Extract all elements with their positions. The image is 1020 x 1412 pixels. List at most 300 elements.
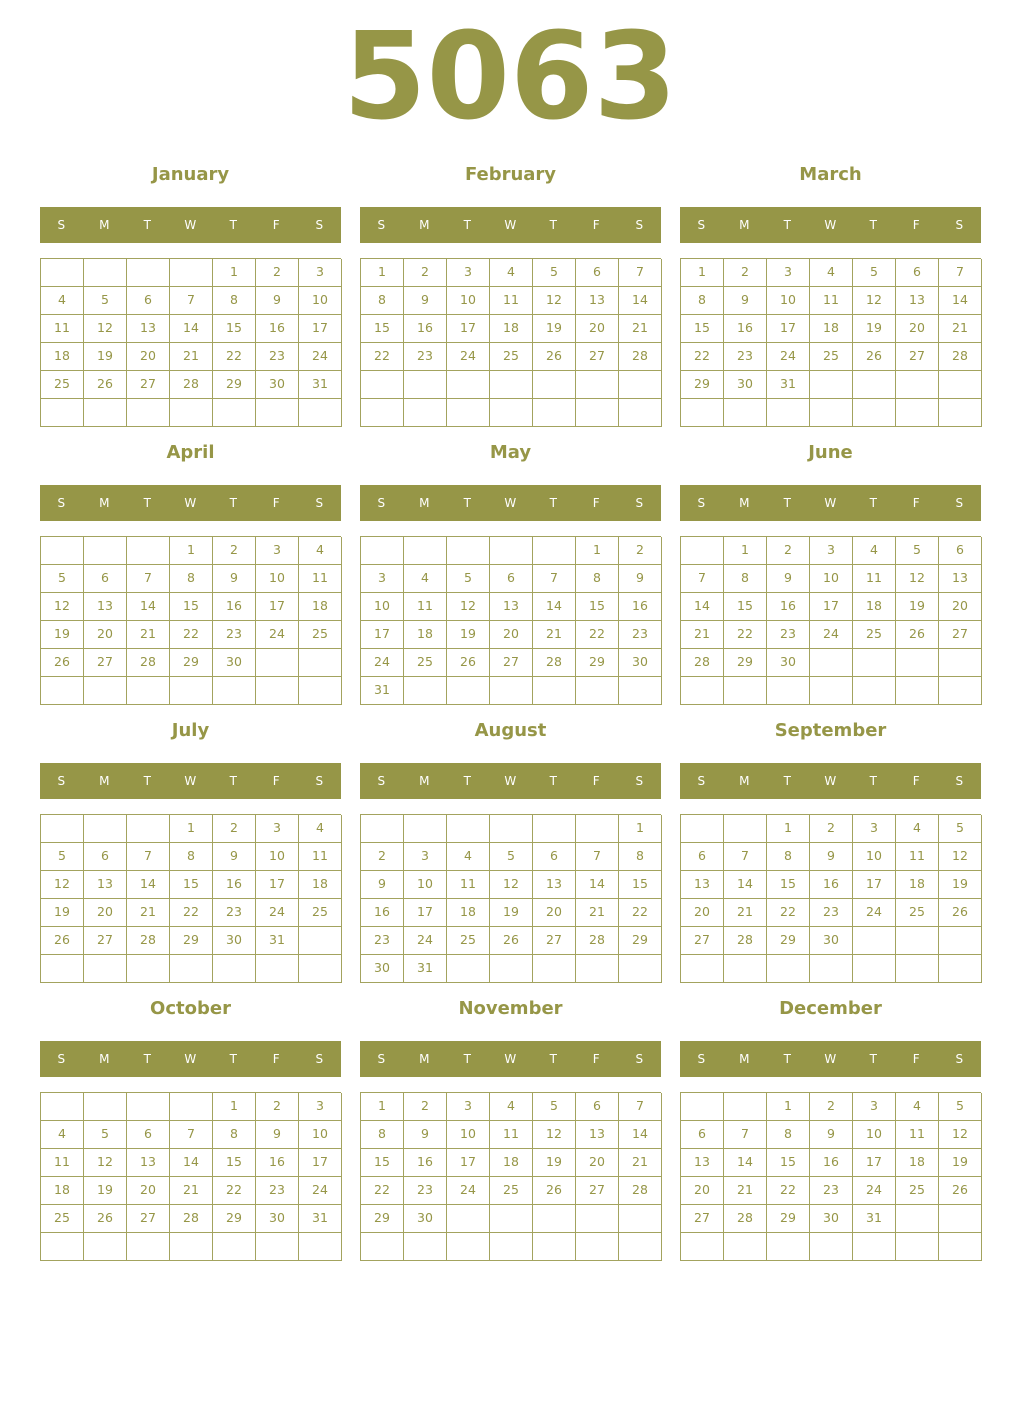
empty-cell — [896, 955, 939, 983]
day-cell: 15 — [767, 1149, 810, 1177]
day-cell: 26 — [41, 649, 84, 677]
day-cell: 10 — [767, 287, 810, 315]
day-cell: 24 — [256, 621, 299, 649]
day-cell: 25 — [41, 1205, 84, 1233]
empty-cell — [896, 649, 939, 677]
day-cell: 17 — [299, 315, 342, 343]
day-cell: 13 — [896, 287, 939, 315]
day-cell: 22 — [170, 621, 213, 649]
empty-cell — [533, 1233, 576, 1261]
weekday-label: T — [869, 218, 878, 232]
empty-cell — [533, 1205, 576, 1233]
day-cell: 22 — [767, 1177, 810, 1205]
day-cell: 20 — [896, 315, 939, 343]
weekday-label: F — [592, 1052, 601, 1066]
day-cell: 4 — [810, 259, 853, 287]
day-cell: 19 — [41, 621, 84, 649]
day-cell: 2 — [256, 1093, 299, 1121]
empty-cell — [299, 955, 342, 983]
weekday-label: S — [955, 1052, 964, 1066]
day-cell: 2 — [767, 537, 810, 565]
day-cell: 11 — [404, 593, 447, 621]
day-cell: 31 — [853, 1205, 896, 1233]
day-cell: 5 — [896, 537, 939, 565]
day-cell: 18 — [404, 621, 447, 649]
day-cell: 21 — [170, 1177, 213, 1205]
day-cell: 17 — [361, 621, 404, 649]
day-grid — [40, 1092, 341, 1261]
weekday-label: W — [504, 218, 517, 232]
empty-cell — [810, 955, 853, 983]
day-cell: 16 — [213, 593, 256, 621]
empty-cell — [361, 1233, 404, 1261]
weekday-label: T — [463, 774, 472, 788]
day-cell: 2 — [213, 537, 256, 565]
day-cell: 31 — [299, 1205, 342, 1233]
empty-cell — [939, 1233, 982, 1261]
day-cell: 27 — [681, 927, 724, 955]
empty-cell — [490, 371, 533, 399]
day-cell: 25 — [490, 1177, 533, 1205]
day-cell: 10 — [447, 287, 490, 315]
day-cell: 11 — [896, 1121, 939, 1149]
day-cell: 23 — [810, 1177, 853, 1205]
day-cell: 17 — [256, 593, 299, 621]
day-cell: 28 — [170, 371, 213, 399]
empty-cell — [256, 649, 299, 677]
day-cell: 29 — [213, 371, 256, 399]
day-cell: 22 — [681, 343, 724, 371]
day-cell: 4 — [41, 1121, 84, 1149]
weekday-header — [680, 485, 981, 521]
day-cell: 15 — [213, 1149, 256, 1177]
empty-cell — [447, 677, 490, 705]
weekday-label: T — [229, 496, 238, 510]
day-cell: 10 — [853, 843, 896, 871]
empty-cell — [490, 955, 533, 983]
weekday-label: S — [315, 496, 324, 510]
day-cell: 14 — [170, 1149, 213, 1177]
day-cell: 23 — [404, 1177, 447, 1205]
day-cell: 15 — [361, 1149, 404, 1177]
day-cell: 24 — [404, 927, 447, 955]
day-cell: 22 — [767, 899, 810, 927]
day-cell: 15 — [619, 871, 662, 899]
day-cell: 20 — [939, 593, 982, 621]
day-cell: 25 — [404, 649, 447, 677]
day-cell: 20 — [533, 899, 576, 927]
day-cell: 7 — [576, 843, 619, 871]
day-cell: 31 — [361, 677, 404, 705]
month-name: October — [150, 998, 231, 1019]
empty-cell — [170, 1093, 213, 1121]
day-cell: 7 — [724, 843, 767, 871]
empty-cell — [724, 677, 767, 705]
day-cell: 25 — [41, 371, 84, 399]
day-cell: 6 — [896, 259, 939, 287]
day-cell: 7 — [619, 1093, 662, 1121]
day-cell: 3 — [447, 259, 490, 287]
day-cell: 7 — [939, 259, 982, 287]
weekday-label: T — [549, 218, 558, 232]
day-cell: 27 — [681, 1205, 724, 1233]
day-cell: 5 — [41, 565, 84, 593]
day-cell: 30 — [213, 927, 256, 955]
day-cell: 22 — [724, 621, 767, 649]
day-cell: 15 — [361, 315, 404, 343]
day-cell: 28 — [619, 343, 662, 371]
month-name: April — [166, 442, 215, 463]
day-cell: 30 — [256, 371, 299, 399]
day-cell: 9 — [619, 565, 662, 593]
day-cell: 4 — [853, 537, 896, 565]
empty-cell — [853, 677, 896, 705]
day-cell: 3 — [810, 537, 853, 565]
weekday-label: F — [272, 218, 281, 232]
day-cell: 27 — [576, 1177, 619, 1205]
day-cell: 4 — [490, 259, 533, 287]
day-cell: 2 — [619, 537, 662, 565]
day-cell: 6 — [84, 843, 127, 871]
day-cell: 14 — [681, 593, 724, 621]
empty-cell — [853, 371, 896, 399]
day-cell: 6 — [576, 1093, 619, 1121]
day-cell: 5 — [447, 565, 490, 593]
weekday-label: S — [377, 496, 386, 510]
weekday-header — [40, 763, 341, 799]
day-cell: 10 — [361, 593, 404, 621]
weekday-label: T — [783, 496, 792, 510]
day-cell: 25 — [299, 621, 342, 649]
month-name: February — [464, 164, 557, 185]
empty-cell — [404, 677, 447, 705]
day-cell: 5 — [533, 259, 576, 287]
day-cell: 28 — [127, 927, 170, 955]
day-cell: 29 — [170, 649, 213, 677]
empty-cell — [619, 399, 662, 427]
day-cell: 12 — [939, 1121, 982, 1149]
day-cell: 27 — [127, 371, 170, 399]
day-cell: 30 — [256, 1205, 299, 1233]
day-cell: 26 — [533, 343, 576, 371]
weekday-label: M — [419, 1052, 430, 1066]
weekday-label: S — [57, 218, 66, 232]
day-cell: 9 — [767, 565, 810, 593]
day-cell: 8 — [213, 287, 256, 315]
empty-cell — [619, 371, 662, 399]
empty-cell — [127, 537, 170, 565]
day-cell: 1 — [213, 259, 256, 287]
empty-cell — [896, 927, 939, 955]
weekday-label: M — [99, 774, 110, 788]
day-cell: 20 — [681, 899, 724, 927]
day-cell: 17 — [299, 1149, 342, 1177]
day-cell: 29 — [361, 1205, 404, 1233]
empty-cell — [213, 955, 256, 983]
day-cell: 13 — [576, 1121, 619, 1149]
day-cell: 21 — [619, 315, 662, 343]
empty-cell — [724, 955, 767, 983]
day-cell: 1 — [361, 1093, 404, 1121]
empty-cell — [170, 955, 213, 983]
day-cell: 13 — [681, 871, 724, 899]
weekday-label: W — [824, 496, 837, 510]
year-title: 5063 — [343, 8, 677, 147]
day-cell: 5 — [41, 843, 84, 871]
empty-cell — [490, 1205, 533, 1233]
day-grid — [680, 258, 981, 427]
empty-cell — [127, 1093, 170, 1121]
day-cell: 1 — [170, 537, 213, 565]
day-cell: 21 — [724, 899, 767, 927]
weekday-label: M — [739, 774, 750, 788]
day-cell: 14 — [619, 1121, 662, 1149]
empty-cell — [533, 677, 576, 705]
day-cell: 2 — [256, 259, 299, 287]
weekday-label: S — [57, 774, 66, 788]
day-cell: 3 — [361, 565, 404, 593]
empty-cell — [939, 927, 982, 955]
empty-cell — [404, 371, 447, 399]
empty-cell — [681, 537, 724, 565]
day-cell: 4 — [41, 287, 84, 315]
day-cell: 11 — [490, 287, 533, 315]
day-cell: 12 — [533, 287, 576, 315]
month-name: December — [779, 998, 882, 1019]
day-cell: 25 — [490, 343, 533, 371]
day-cell: 21 — [939, 315, 982, 343]
empty-cell — [619, 955, 662, 983]
weekday-label: T — [869, 774, 878, 788]
day-cell: 16 — [404, 1149, 447, 1177]
month-name: May — [489, 442, 532, 463]
weekday-label: W — [824, 1052, 837, 1066]
day-cell: 9 — [810, 843, 853, 871]
weekday-label: W — [504, 1052, 517, 1066]
empty-cell — [299, 399, 342, 427]
day-cell: 28 — [681, 649, 724, 677]
day-cell: 24 — [361, 649, 404, 677]
empty-cell — [41, 1093, 84, 1121]
day-cell: 14 — [724, 1149, 767, 1177]
weekday-label: F — [272, 774, 281, 788]
empty-cell — [361, 399, 404, 427]
weekday-label: T — [783, 1052, 792, 1066]
day-cell: 1 — [361, 259, 404, 287]
empty-cell — [41, 815, 84, 843]
day-cell: 11 — [896, 843, 939, 871]
weekday-label: S — [955, 496, 964, 510]
empty-cell — [447, 1205, 490, 1233]
day-cell: 1 — [619, 815, 662, 843]
day-cell: 20 — [490, 621, 533, 649]
empty-cell — [896, 1233, 939, 1261]
weekday-header — [360, 485, 661, 521]
day-cell: 3 — [256, 815, 299, 843]
day-cell: 7 — [127, 843, 170, 871]
day-cell: 18 — [853, 593, 896, 621]
day-cell: 6 — [533, 843, 576, 871]
day-cell: 16 — [256, 315, 299, 343]
day-cell: 5 — [853, 259, 896, 287]
day-cell: 5 — [84, 287, 127, 315]
day-cell: 17 — [853, 871, 896, 899]
empty-cell — [256, 677, 299, 705]
day-cell: 18 — [490, 315, 533, 343]
empty-cell — [84, 955, 127, 983]
day-cell: 2 — [404, 259, 447, 287]
empty-cell — [681, 677, 724, 705]
day-cell: 30 — [404, 1205, 447, 1233]
day-cell: 9 — [404, 287, 447, 315]
day-cell: 26 — [447, 649, 490, 677]
day-cell: 7 — [170, 287, 213, 315]
day-cell: 28 — [619, 1177, 662, 1205]
day-cell: 6 — [84, 565, 127, 593]
day-cell: 18 — [41, 1177, 84, 1205]
day-cell: 12 — [84, 315, 127, 343]
day-cell: 29 — [576, 649, 619, 677]
day-cell: 15 — [767, 871, 810, 899]
day-cell: 13 — [681, 1149, 724, 1177]
weekday-label: S — [697, 774, 706, 788]
day-cell: 15 — [213, 315, 256, 343]
day-cell: 10 — [299, 287, 342, 315]
day-cell: 8 — [170, 843, 213, 871]
weekday-label: F — [912, 218, 921, 232]
day-grid — [40, 536, 341, 705]
day-cell: 1 — [576, 537, 619, 565]
day-cell: 14 — [724, 871, 767, 899]
day-cell: 18 — [299, 871, 342, 899]
empty-cell — [724, 1233, 767, 1261]
weekday-header — [360, 207, 661, 243]
day-cell: 10 — [853, 1121, 896, 1149]
day-cell: 18 — [299, 593, 342, 621]
weekday-label: M — [99, 496, 110, 510]
empty-cell — [724, 815, 767, 843]
weekday-label: T — [229, 774, 238, 788]
day-cell: 24 — [447, 1177, 490, 1205]
empty-cell — [256, 399, 299, 427]
empty-cell — [896, 371, 939, 399]
weekday-label: S — [635, 774, 644, 788]
empty-cell — [256, 1233, 299, 1261]
day-cell: 24 — [299, 1177, 342, 1205]
day-cell: 2 — [361, 843, 404, 871]
day-cell: 4 — [299, 815, 342, 843]
empty-cell — [41, 677, 84, 705]
day-cell: 12 — [84, 1149, 127, 1177]
day-cell: 29 — [767, 1205, 810, 1233]
day-grid — [680, 814, 981, 983]
day-cell: 17 — [810, 593, 853, 621]
empty-cell — [576, 1233, 619, 1261]
empty-cell — [619, 1233, 662, 1261]
day-cell: 12 — [939, 843, 982, 871]
day-cell: 19 — [490, 899, 533, 927]
weekday-label: M — [99, 218, 110, 232]
day-cell: 25 — [896, 899, 939, 927]
empty-cell — [576, 1205, 619, 1233]
empty-cell — [533, 955, 576, 983]
day-cell: 16 — [810, 1149, 853, 1177]
day-cell: 28 — [533, 649, 576, 677]
day-cell: 3 — [299, 259, 342, 287]
day-cell: 15 — [724, 593, 767, 621]
day-cell: 24 — [256, 899, 299, 927]
day-cell: 9 — [361, 871, 404, 899]
day-cell: 23 — [724, 343, 767, 371]
day-cell: 13 — [576, 287, 619, 315]
weekday-label: F — [912, 496, 921, 510]
day-cell: 11 — [490, 1121, 533, 1149]
day-cell: 23 — [361, 927, 404, 955]
day-cell: 26 — [853, 343, 896, 371]
weekday-label: W — [184, 218, 197, 232]
day-cell: 8 — [619, 843, 662, 871]
weekday-label: M — [739, 496, 750, 510]
empty-cell — [84, 815, 127, 843]
empty-cell — [810, 399, 853, 427]
day-cell: 9 — [810, 1121, 853, 1149]
day-cell: 20 — [84, 899, 127, 927]
day-cell: 31 — [299, 371, 342, 399]
day-cell: 5 — [533, 1093, 576, 1121]
empty-cell — [127, 399, 170, 427]
weekday-header — [40, 485, 341, 521]
day-cell: 1 — [767, 1093, 810, 1121]
day-grid — [360, 258, 661, 427]
weekday-label: S — [697, 1052, 706, 1066]
empty-cell — [84, 399, 127, 427]
day-cell: 18 — [810, 315, 853, 343]
weekday-label: T — [869, 1052, 878, 1066]
day-grid — [360, 814, 661, 983]
empty-cell — [939, 1205, 982, 1233]
empty-cell — [490, 1233, 533, 1261]
day-cell: 24 — [299, 343, 342, 371]
empty-cell — [170, 259, 213, 287]
day-cell: 31 — [256, 927, 299, 955]
day-cell: 8 — [170, 565, 213, 593]
weekday-label: F — [272, 496, 281, 510]
day-cell: 28 — [170, 1205, 213, 1233]
day-cell: 20 — [127, 343, 170, 371]
weekday-label: T — [869, 496, 878, 510]
weekday-label: S — [635, 496, 644, 510]
empty-cell — [41, 1233, 84, 1261]
empty-cell — [447, 371, 490, 399]
weekday-label: F — [592, 218, 601, 232]
empty-cell — [853, 955, 896, 983]
day-cell: 12 — [533, 1121, 576, 1149]
empty-cell — [404, 1233, 447, 1261]
day-cell: 13 — [84, 871, 127, 899]
day-cell: 27 — [939, 621, 982, 649]
empty-cell — [810, 371, 853, 399]
empty-cell — [299, 1233, 342, 1261]
day-cell: 21 — [127, 621, 170, 649]
day-cell: 11 — [299, 843, 342, 871]
day-cell: 1 — [767, 815, 810, 843]
weekday-label: S — [697, 218, 706, 232]
weekday-header — [360, 763, 661, 799]
day-cell: 12 — [490, 871, 533, 899]
day-cell: 28 — [724, 927, 767, 955]
day-cell: 5 — [84, 1121, 127, 1149]
weekday-label: T — [549, 1052, 558, 1066]
